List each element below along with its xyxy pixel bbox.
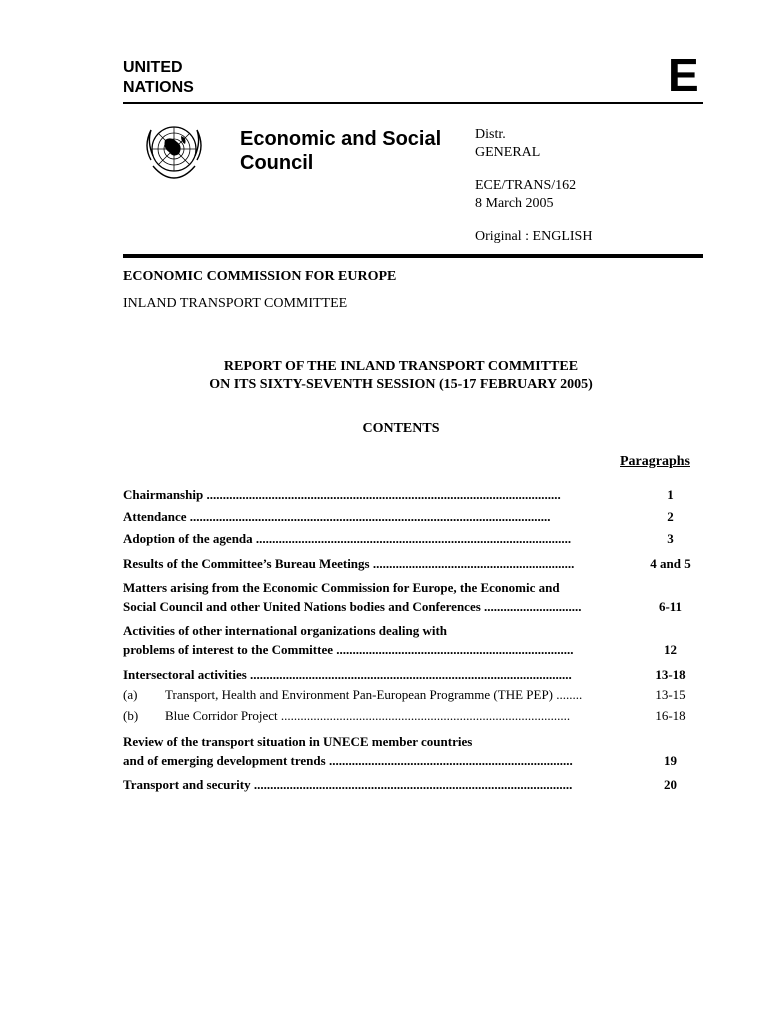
toc-paragraph-number: 13-18: [655, 667, 686, 682]
council-name: [240, 127, 441, 175]
toc-subitem-label: (b): [123, 708, 139, 723]
toc-paragraph-number: 16-18: [655, 708, 686, 723]
organization-name: [123, 58, 194, 98]
document-date: 8 March 2005: [475, 196, 554, 211]
council-line-1: Economic and Social: [240, 128, 442, 150]
toc-paragraph-number: 6-11: [658, 599, 683, 614]
contents-heading: CONTENTS: [362, 421, 440, 436]
organization-block: [123, 268, 396, 313]
toc-paragraph-number: 2: [667, 509, 674, 524]
header-divider: [123, 102, 703, 104]
report-title-line-1: REPORT OF THE INLAND TRANSPORT COMMITTEE: [223, 359, 579, 374]
toc-paragraph-number: 13-15: [655, 687, 686, 702]
paragraphs-column-heading: Paragraphs: [620, 454, 690, 469]
toc-paragraph-number: 4 and 5: [650, 556, 691, 571]
org-line-1: UNITED: [123, 59, 183, 76]
report-title: [123, 358, 679, 394]
metadata-divider: [123, 254, 703, 258]
language-letter: E: [668, 49, 699, 101]
distr-label: Distr.: [475, 127, 506, 142]
org-line-2: NATIONS: [123, 79, 194, 96]
toc-paragraph-number: 3: [667, 531, 674, 546]
committee-name: INLAND TRANSPORT COMMITTEE: [123, 296, 348, 311]
toc-paragraph-number: 20: [664, 777, 677, 792]
document-metadata: [475, 126, 592, 246]
toc-paragraph-number: 19: [664, 753, 677, 768]
toc-paragraph-number: 12: [664, 642, 677, 657]
un-emblem-icon: [137, 112, 211, 186]
document-symbol: ECE/TRANS/162: [475, 178, 577, 193]
distr-value: GENERAL: [475, 145, 541, 160]
toc-paragraph-number: 1: [667, 487, 674, 502]
commission-name: ECONOMIC COMMISSION FOR EUROPE: [123, 269, 397, 284]
report-title-line-2: ON ITS SIXTY-SEVENTH SESSION (15-17 FEBRUARY 2005): [209, 377, 593, 392]
toc-subitem-label: (a): [123, 687, 138, 702]
original-language: Original : ENGLISH: [475, 229, 593, 244]
council-line-2: Council: [240, 152, 314, 174]
